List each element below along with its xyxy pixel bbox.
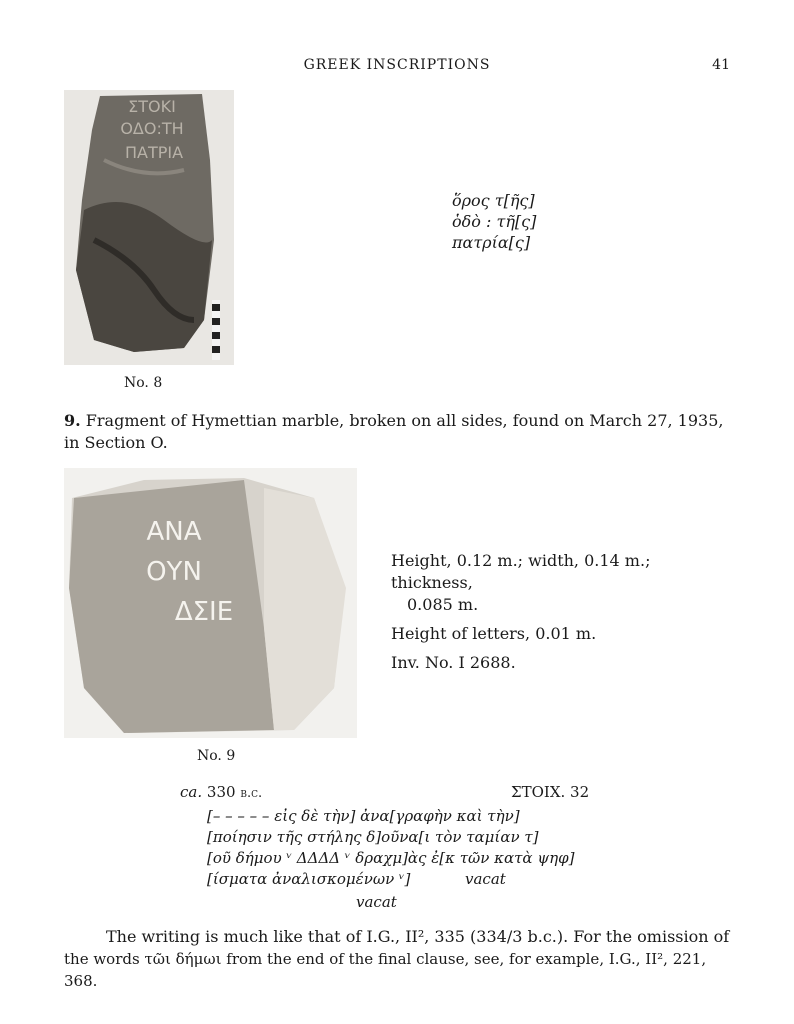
figure-caption-9: No. 9 <box>197 748 236 764</box>
vacat-below: vacat <box>356 893 397 911</box>
stone-image-8 <box>64 90 234 365</box>
figure-caption-8: No. 8 <box>124 375 163 391</box>
stone-letters-line: ΟΥΝ <box>146 557 202 587</box>
inscription-line: [οῦ δήμου ᵛ ΔΔΔΔ ᵛ δραχμ]ὰς ἐ[κ τῶν κατὰ ψηφ] <box>207 849 575 867</box>
inscription-line: [ίσματα ἀναλισκομένων ᵛ] <box>207 870 411 888</box>
transcription-8 <box>452 190 536 253</box>
svg-text:ΠΑΤΡΙΑ: ΠΑΤΡΙΑ <box>124 143 184 162</box>
stone-image-9 <box>64 468 357 738</box>
date-value: 330 <box>206 783 236 801</box>
inscription-line: [– – – – – εἰς δὲ τὴν] ἀνα[γραφὴν καὶ τὴν] <box>207 807 520 825</box>
inscription-line: [ποίησιν τῆς στήλης δ]οῦνα[ι τὸν ταμίαν τ] <box>207 828 539 846</box>
vacat-inline: vacat <box>465 870 506 888</box>
entry-9-description <box>64 410 734 454</box>
inscription-text <box>207 806 627 890</box>
transcription-line: ὅρος τ[ῆς] <box>452 191 535 210</box>
section-label: O. <box>150 433 168 452</box>
commentary-line: the words τῶι δήμωι from the end of the final clause, see, for example, I.G., II², 221, 368. <box>64 950 707 990</box>
entry-number: 9. <box>64 411 81 430</box>
inventory-number: Inv. No. I 2688. <box>391 653 516 672</box>
commentary-line: The writing is much like that of I.G., II², 335 (334/3 b.c.). For the omission of <box>106 927 730 946</box>
transcription-line: πατρία[ς] <box>452 233 531 252</box>
stoichedon-count: ΣΤΟΙΧ. 32 <box>511 783 590 801</box>
inscription-date <box>180 782 262 804</box>
stone-letters-line: ΑΝΑ <box>146 517 202 547</box>
measurements <box>391 550 731 674</box>
dimensions: Height, 0.12 m.; width, 0.14 m.; thickness, <box>391 551 651 592</box>
photo-fragment-9 <box>64 468 357 738</box>
letter-height: Height of letters, 0.01 m. <box>391 624 597 643</box>
photo-fragment-8 <box>64 90 234 365</box>
stone-letters-line: ΔΣΙΕ <box>174 597 234 627</box>
transcription-line: ὁδὸ : τῆ[ς] <box>452 212 537 231</box>
date-era: b.c. <box>240 786 263 801</box>
date-ca: ca. <box>180 783 203 801</box>
page-number: 41 <box>712 57 730 73</box>
svg-text:ΟΔΟ:ΤΗ: ΟΔΟ:ΤΗ <box>120 119 184 138</box>
entry-text: Fragment of Hymettian marble, broken on all sides, found on March 27, 1935, in Section <box>64 411 724 452</box>
dimensions-continued: 0.085 m. <box>407 595 479 614</box>
running-header: GREEK INSCRIPTIONS <box>303 57 491 73</box>
svg-text:ΣΤΟΚΙ: ΣΤΟΚΙ <box>128 97 176 116</box>
commentary <box>64 926 736 992</box>
